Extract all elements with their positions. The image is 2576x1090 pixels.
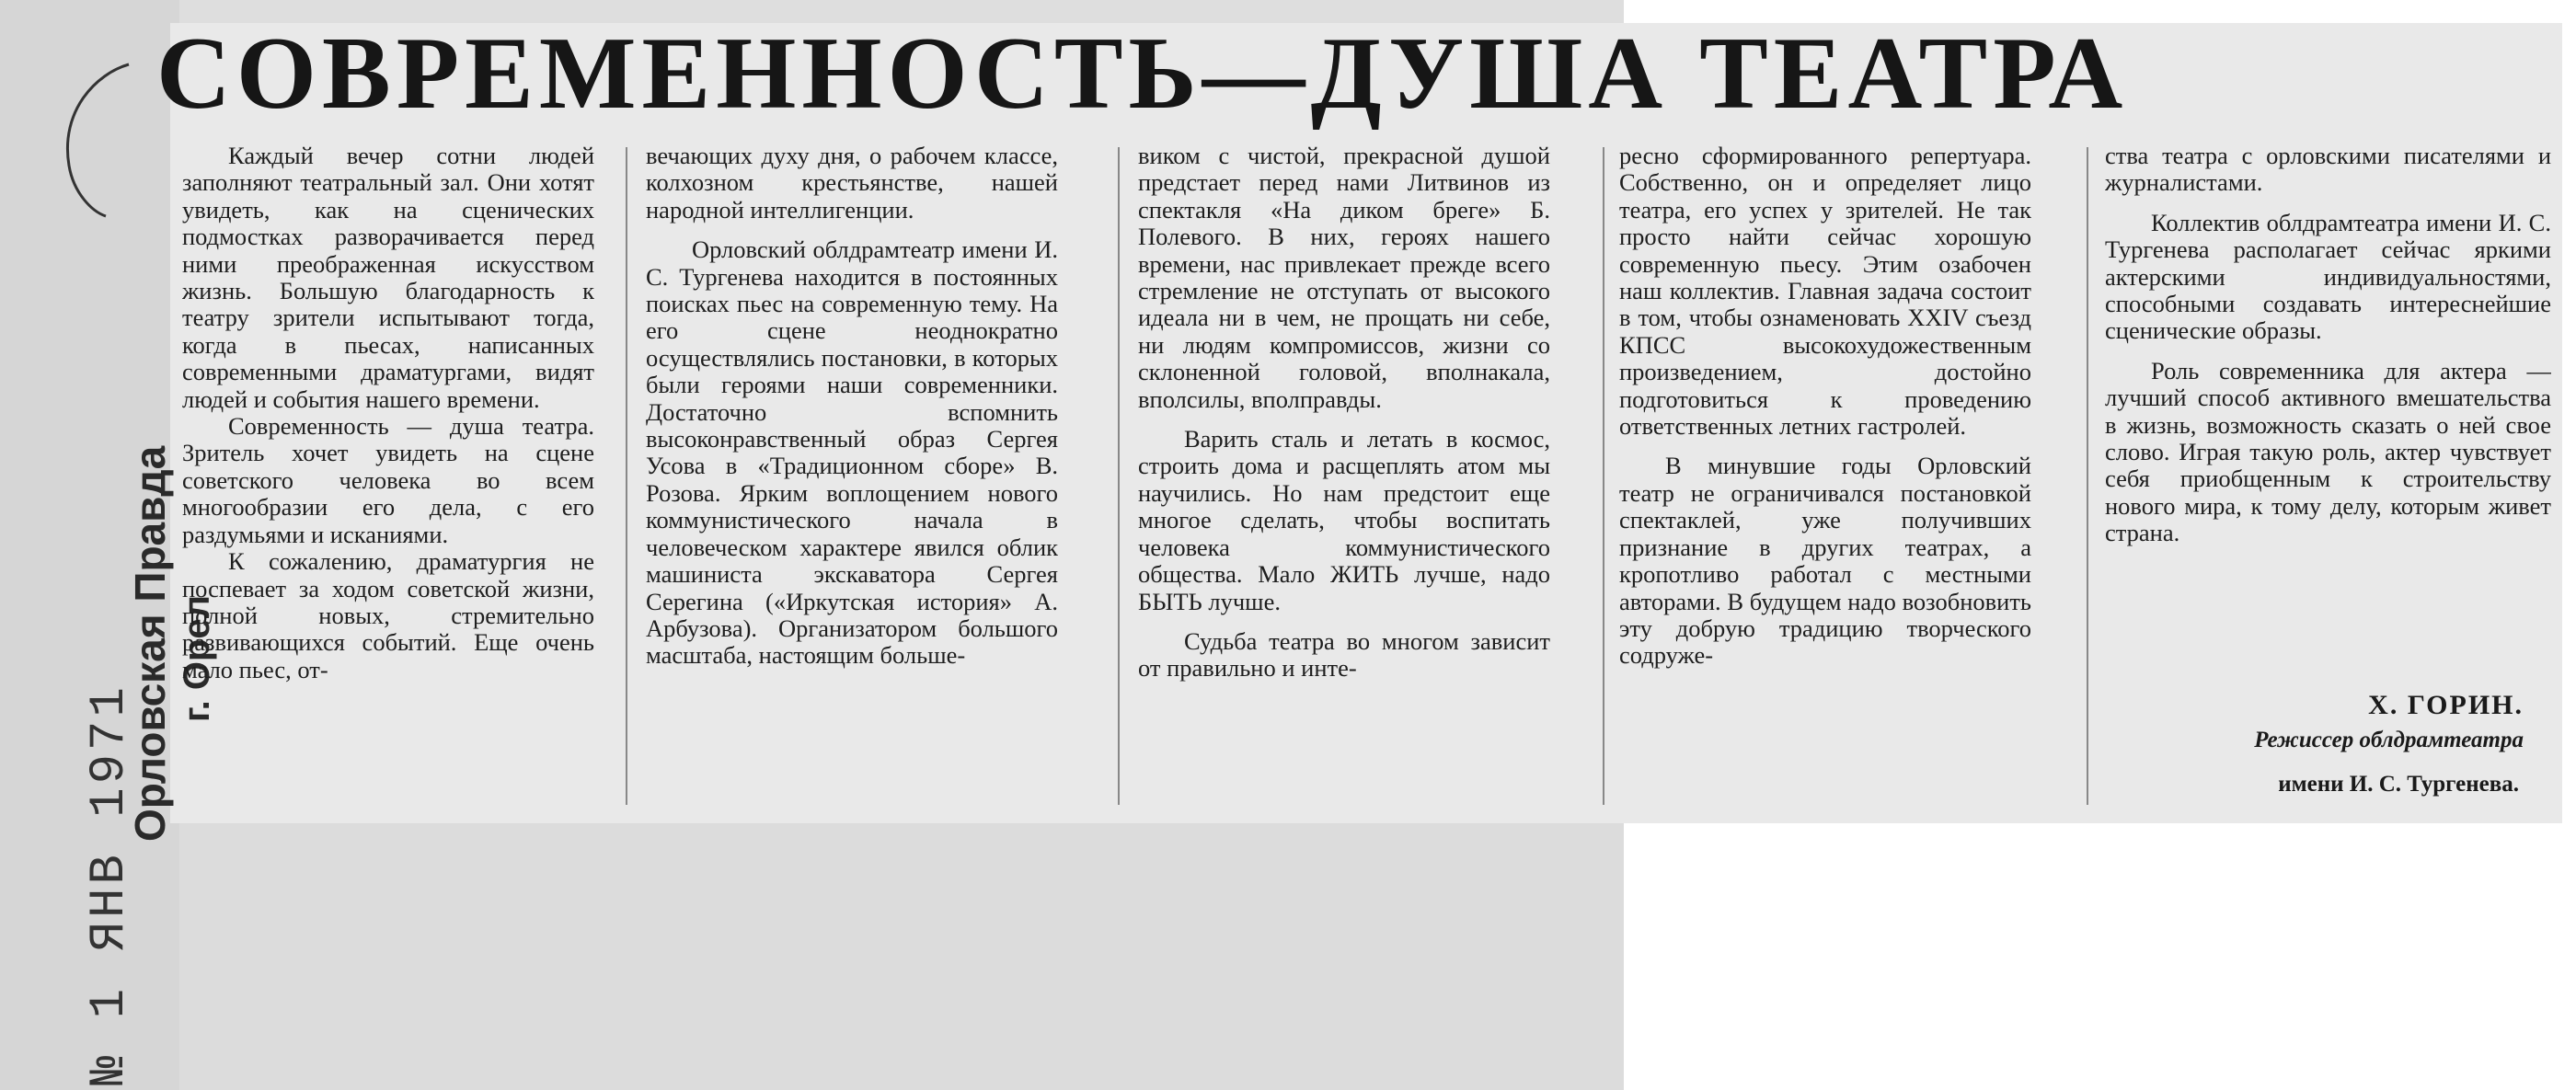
paragraph: Орловский облдрамтеатр имени И. С. Тургенева находится в постоянных поисках пьес на современную тему. На его сцене неоднократно осуществлялись постановки, в которых были героями наши современники. Достаточно вспомнить высоконравственный образ Сергея Усова в «Традиционном сборе» В. Розова. Ярким воплощением нового коммунистического начала в человеческом характере явился облик машиниста экскаватора Сергея Серегина («Иркутская история» А. Арбузова). Организатором большого масштаба, настоящим больше-: [646, 235, 1058, 670]
blank-area: [1624, 823, 2576, 1090]
author-name: Х. ГОРИН.: [2368, 690, 2524, 720]
paragraph: Варить сталь и летать в космос, строить дома и расщеплять атом мы научились. Но нам предстоит еще многое сделать, чтобы воспитать человека коммунистического общества. Мало ЖИТЬ лучше, надо БЫТЬ лучше.: [1138, 425, 1550, 615]
publication-name: Орловская Правда: [126, 445, 174, 842]
paragraph: В минувшие годы Орловский театр не ограничивался постановкой спектаклей, уже получивших признание в других театрах, а кропотливо работал с местными авторами. В будущем надо возобновить эту добрую традицию творческого содруже-: [1619, 452, 2031, 670]
paragraph: вечающих духу дня, о рабочем классе, колхозном крестьянстве, нашей народной интеллигенции.: [646, 143, 1058, 224]
handwritten-mark: [41, 55, 143, 221]
author-role: Режиссер облдрамтеатра: [2254, 728, 2524, 752]
column-divider: [2087, 147, 2088, 805]
paragraph: ресно сформированного репертуара. Собственно, он и определяет лицо театра, его успех у зрителей. Не так просто найти сейчас хорошую современную пьесу. Этим озабочен наш коллектив. Главная задача состоит в том, чтобы ознаменовать XXIV съезд КПСС высокохудожественным произведением, достойно подготовиться к проведению ответственных летних гастролей.: [1619, 143, 2031, 441]
column-divider: [1603, 147, 1604, 805]
article-column-4: [1619, 143, 2031, 814]
publication-city: г. Орел: [177, 594, 217, 722]
paragraph: Коллектив облдрамтеатра имени И. С. Тургенева располагает сейчас яркими актерскими индивидуальностями, способными создавать интереснейшие сценические образы.: [2105, 208, 2551, 345]
date-stamp: № 1 ЯНВ 1971: [82, 683, 138, 1085]
scan-margin-bottom: [179, 823, 1624, 1090]
paragraph: виком с чистой, прекрасной душой предстает перед нами Литвинов из спектакля «На диком бреге» Б. Полевого. В них, героях нашего времени, нас привлекает прежде всего стремление не отступать от высокого идеала ни в чем, не прощать ни себе, ни людям компромиссов, жизни со склоненной головой, вполнакала, вполсилы, вполправды.: [1138, 143, 1550, 413]
article-column-1: [182, 143, 594, 814]
article-column-3: [1138, 143, 1550, 814]
column-divider: [626, 147, 627, 805]
paragraph: Роль современника для актера — лучший способ активного вмешательства в жизнь, возможность сказать о ней свое слово. Играя такую роль, актер чувствует себя приобщенным к строительству нового мира, к тому делу, которым живет страна.: [2105, 356, 2551, 547]
paragraph: Каждый вечер сотни людей заполняют театральный зал. Они хотят увидеть, как на сценических подмостках разворачивается перед ними преображенная искусством жизнь. Большую благодарность к театру зрители испытывают тогда, когда в пьесах, написанных современными драматургами, видят людей и события нашего времени.: [182, 143, 594, 413]
author-role-theatre: имени И. С. Тургенева.: [2278, 772, 2519, 797]
paragraph: ства театра с орловскими писателями и журналистами.: [2105, 143, 2551, 197]
paragraph: К сожалению, драматургия не поспевает за ходом советской жизни, полной новых, стремительно развивающихся событий. Еще очень мало пьес, от-: [182, 547, 594, 683]
article-headline: СОВРЕМЕННОСТЬ—ДУША ТЕАТРА: [156, 17, 2129, 131]
column-divider: [1118, 147, 1120, 805]
paragraph: Современность — душа театра. Зритель хочет увидеть на сцене советского человека во всем многообразии его дела, с его раздумьями и исканиями.: [182, 412, 594, 548]
article-column-2: [646, 143, 1058, 814]
paragraph: Судьба театра во многом зависит от правильно и инте-: [1138, 626, 1550, 683]
